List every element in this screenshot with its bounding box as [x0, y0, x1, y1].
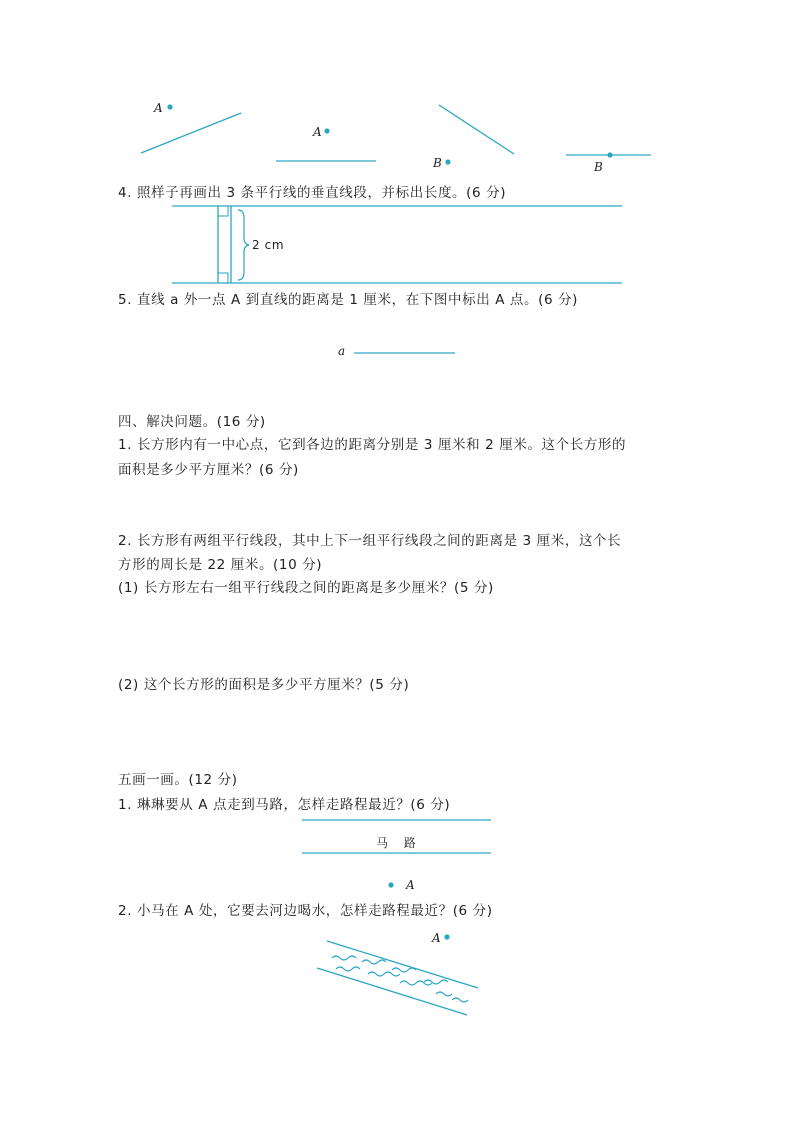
- point-a-dot-1: [167, 104, 172, 109]
- s4-q1-line2: 面积是多少平方厘米？(6 分): [118, 462, 299, 478]
- point-label-b-2: B: [594, 160, 603, 174]
- measure-label: 2 cm: [252, 238, 285, 252]
- point-b-dot-2: [607, 152, 612, 157]
- road-label: 马 路: [376, 836, 422, 850]
- question-5-text: 5. 直线 a 外一点 A 到直线的距离是 1 厘米，在下图中标出 A 点。(6 分): [118, 292, 579, 308]
- point-label-a-river: A: [432, 931, 441, 945]
- segment-3: [439, 105, 514, 154]
- right-angle-mark-top: [218, 206, 228, 216]
- s4-q2-line1: 2. 长方形有两组平行线段，其中上下一组平行线段之间的距离是 3 厘米，这个长: [118, 533, 622, 549]
- line-a-label: a: [338, 344, 346, 358]
- point-a-dot-river: [444, 934, 449, 939]
- point-label-b-1: B: [433, 156, 442, 170]
- s4-q2-sub1: (1) 长方形左右一组平行线段之间的距离是多少厘米？(5 分): [118, 580, 494, 596]
- s5-q2-text: 2. 小马在 A 处，它要去河边喝水，怎样走路程最近？(6 分): [118, 903, 493, 919]
- section-4-heading: 四、解决问题。(16 分): [118, 414, 266, 430]
- point-a-dot-2: [324, 128, 329, 133]
- right-angle-mark-bottom: [218, 273, 228, 283]
- segment-1: [141, 113, 241, 153]
- section-5-heading: 五画一画。(12 分): [118, 772, 238, 788]
- s4-q2-line2: 方形的周长是 22 厘米。(10 分): [118, 557, 323, 573]
- river-bottom-bank: [317, 968, 467, 1015]
- point-b-dot-1: [445, 159, 450, 164]
- s5-q1-text: 1. 琳琳要从 A 点走到马路，怎样走路程最近？(6 分): [118, 797, 451, 813]
- point-label-a-2: A: [313, 125, 322, 139]
- s4-q1-line1: 1. 长方形内有一中心点，它到各边的距离分别是 3 厘米和 2 厘米。这个长方形的: [118, 437, 627, 453]
- question-4-text: 4. 照样子再画出 3 条平行线的垂直线段，并标出长度。(6 分): [118, 185, 507, 201]
- point-label-a-road: A: [406, 878, 415, 892]
- brace: [238, 210, 249, 280]
- point-label-a-1: A: [154, 101, 163, 115]
- point-a-dot-road: [388, 882, 393, 887]
- s4-q2-sub2: (2) 这个长方形的面积是多少平方厘米？(5 分): [118, 677, 410, 693]
